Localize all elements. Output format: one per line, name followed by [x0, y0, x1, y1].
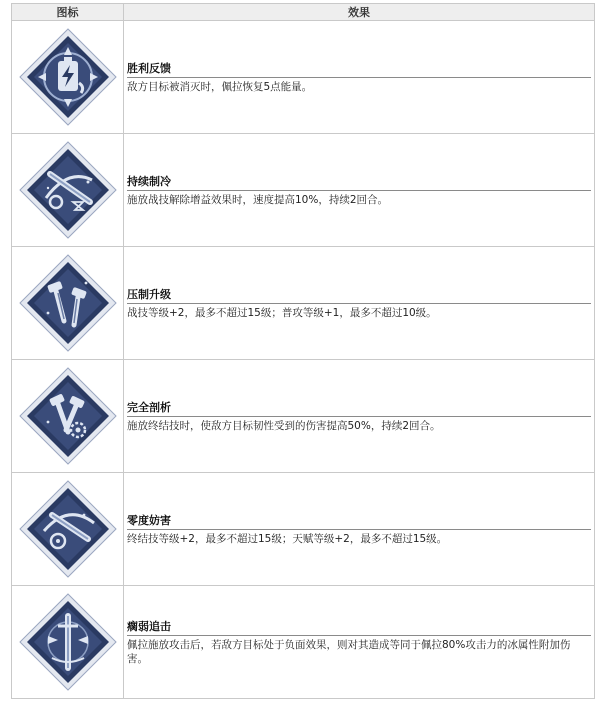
table-row — [12, 247, 595, 360]
table-row — [12, 360, 595, 473]
effect-cell — [124, 473, 595, 586]
eidolon-table — [11, 3, 595, 699]
effect-title: 持续制冷 — [127, 173, 591, 191]
effect-description: 施放战技解除增益效果时，速度提高10%，持续2回合。 — [127, 194, 389, 206]
effect-title: 瘸弱追击 — [127, 618, 591, 636]
effect-cell — [124, 21, 595, 134]
column-header-icon: 图标 — [12, 4, 124, 21]
effect-description: 战技等级+2，最多不超过15级；普攻等级+1，最多不超过10级。 — [127, 307, 437, 319]
effect-cell — [124, 586, 595, 699]
effect-title: 胜利反馈 — [127, 60, 591, 78]
icon-cell — [12, 247, 124, 360]
effect-title: 压制升级 — [127, 286, 591, 304]
effect-title: 完全剖析 — [127, 399, 591, 417]
effect-description: 终结技等级+2，最多不超过15级；天赋等级+2，最多不超过15级。 — [127, 533, 448, 545]
sword-hourglass-icon — [18, 140, 118, 240]
sword-ring-icon — [18, 479, 118, 579]
effect-cell — [124, 360, 595, 473]
table-header-row — [12, 4, 595, 21]
icon-cell — [12, 360, 124, 473]
effect-cell — [124, 247, 595, 360]
icon-cell — [12, 21, 124, 134]
effect-cell — [124, 134, 595, 247]
battery-lightning-icon — [18, 27, 118, 127]
hammer-gear-icon — [18, 366, 118, 466]
table-row — [12, 473, 595, 586]
column-header-effect: 效果 — [124, 4, 595, 21]
effect-description: 佩拉施放攻击后，若敌方目标处于负面效果，则对其造成等同于佩拉80%攻击力的冰属性附加伤害。 — [127, 639, 571, 665]
table-row — [12, 21, 595, 134]
effect-description: 敌方目标被消灭时，佩拉恢复5点能量。 — [127, 81, 313, 93]
icon-cell — [12, 473, 124, 586]
effect-title: 零度妨害 — [127, 512, 591, 530]
icon-cell — [12, 586, 124, 699]
table-row — [12, 134, 595, 247]
double-hammer-icon — [18, 253, 118, 353]
blade-pursuit-icon — [18, 592, 118, 692]
icon-cell — [12, 134, 124, 247]
effect-description: 施放终结技时，使敌方目标韧性受到的伤害提高50%，持续2回合。 — [127, 420, 441, 432]
table-row — [12, 586, 595, 699]
